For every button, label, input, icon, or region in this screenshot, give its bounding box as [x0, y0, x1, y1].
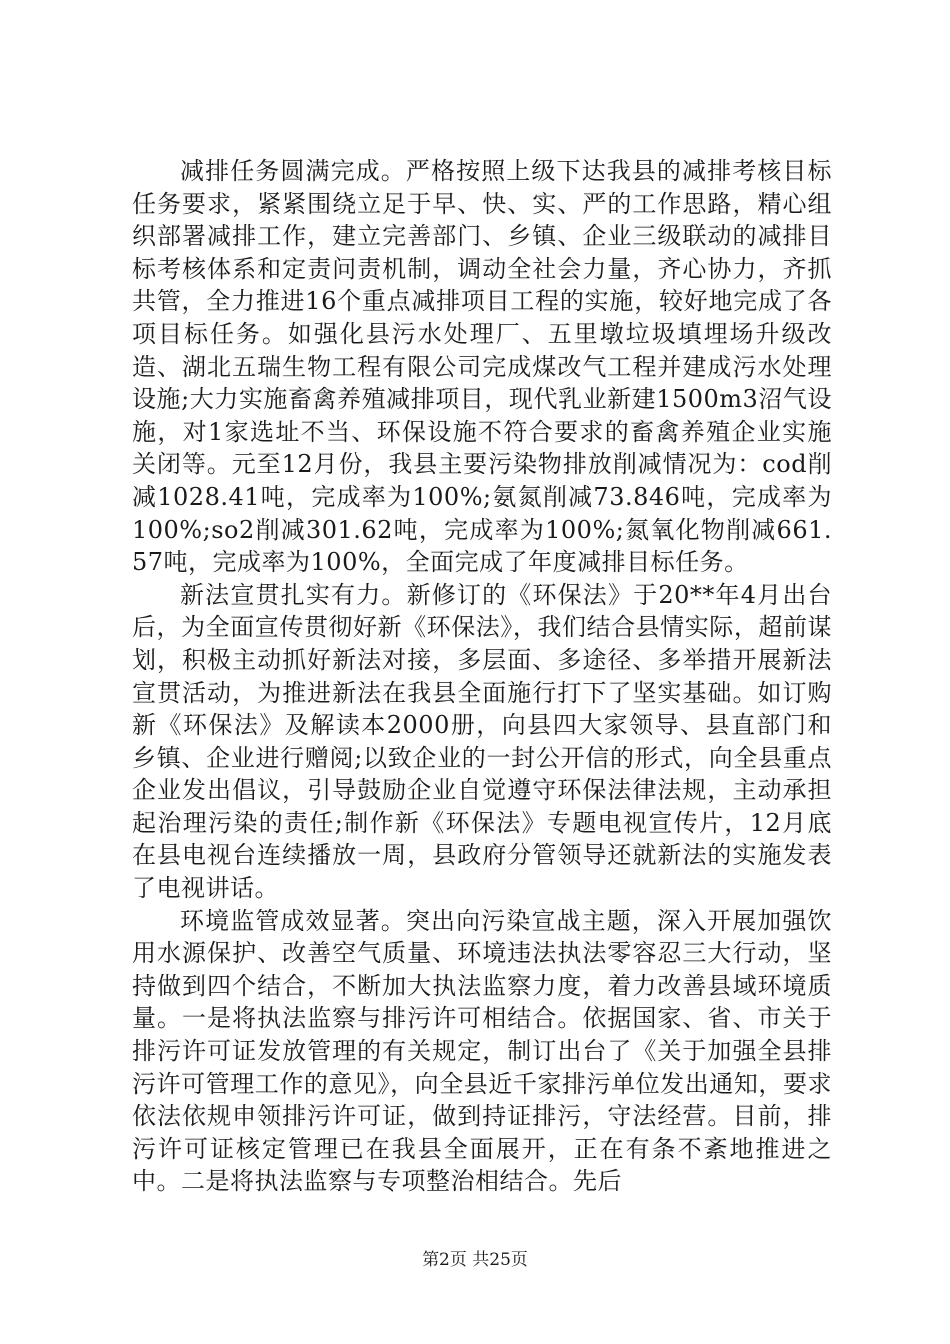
paragraph-emission-reduction: 减排任务圆满完成。严格按照上级下达我县的减排考核目标任务要求，紧紧围绕立足于早、快、实、严的工作思路，精心组织部署减排工作，建立完善部门、乡镇、企业三级联动的减排目标考核体系和定责问责机制，调动全社会力量，齐心协力，齐抓共管，全力推进16个重点减排项目工程的实施，较好地完成了各项目标任务。如强化县污水处理厂、五里墩垃圾填埋场升级改造、湖北五瑞生物工程有限公司完成煤改气工程并建成污水处理设施;大力实施畜禽养殖减排项目，现代乳业新建1500m3沼气设施，对1家选址不当、环保设施不符合要求的畜禽养殖企业实施关闭等。元至12月份，我县主要污染物排放削减情况为：cod削减1028.41吨，完成率为100%;氨氮削减73.846吨，完成率为100%;so2削减301.62吨，完成率为100%;氮氧化物削减661.57吨，完成率为100%，全面完成了年度减排目标任务。 — [132, 157, 832, 577]
paragraph-new-law-publicity: 新法宣贯扎实有力。新修订的《环保法》于20**年4月出台后，为全面宣传贯彻好新《环保法》，我们结合县情实际，超前谋划，积极主动抓好新法对接，多层面、多途径、多举措开展新法宣贯活动，为推进新法在我县全面施行打下了坚实基础。如订购新《环保法》及解读本2000册，向县四大家领导、县直部门和乡镇、企业进行赠阅;以致企业的一封公开信的形式，向全县重点企业发出倡议，引导鼓励企业自觉遵守环保法律法规，主动承担起治理污染的责任;制作新《环保法》专题电视宣传片，12月底在县电视台连续播放一周，县政府分管领导还就新法的实施发表了电视讲话。 — [132, 580, 832, 903]
document-body — [132, 155, 832, 1198]
page-number-footer: 第2页 共25页 — [422, 1250, 528, 1270]
paragraph-environmental-supervision: 环境监管成效显著。突出向污染宣战主题，深入开展加强饮用水源保护、改善空气质量、环境违法执法零容忍三大行动，坚持做到四个结合，不断加大执法监察力度，着力改善县域环境质量。一是将执法监察与排污许可相结合。依据国家、省、市关于排污许可证发放管理的有关规定，制订出台了《关于加强全县排污许可管理工作的意见》，向全县近千家排污单位发出通知，要求依法依规申领排污许可证，做到持证排污，守法经营。目前，排污许可证核定管理已在我县全面展开，正在有条不紊地推进之中。二是将执法监察与专项整治相结合。先后 — [132, 906, 832, 1196]
